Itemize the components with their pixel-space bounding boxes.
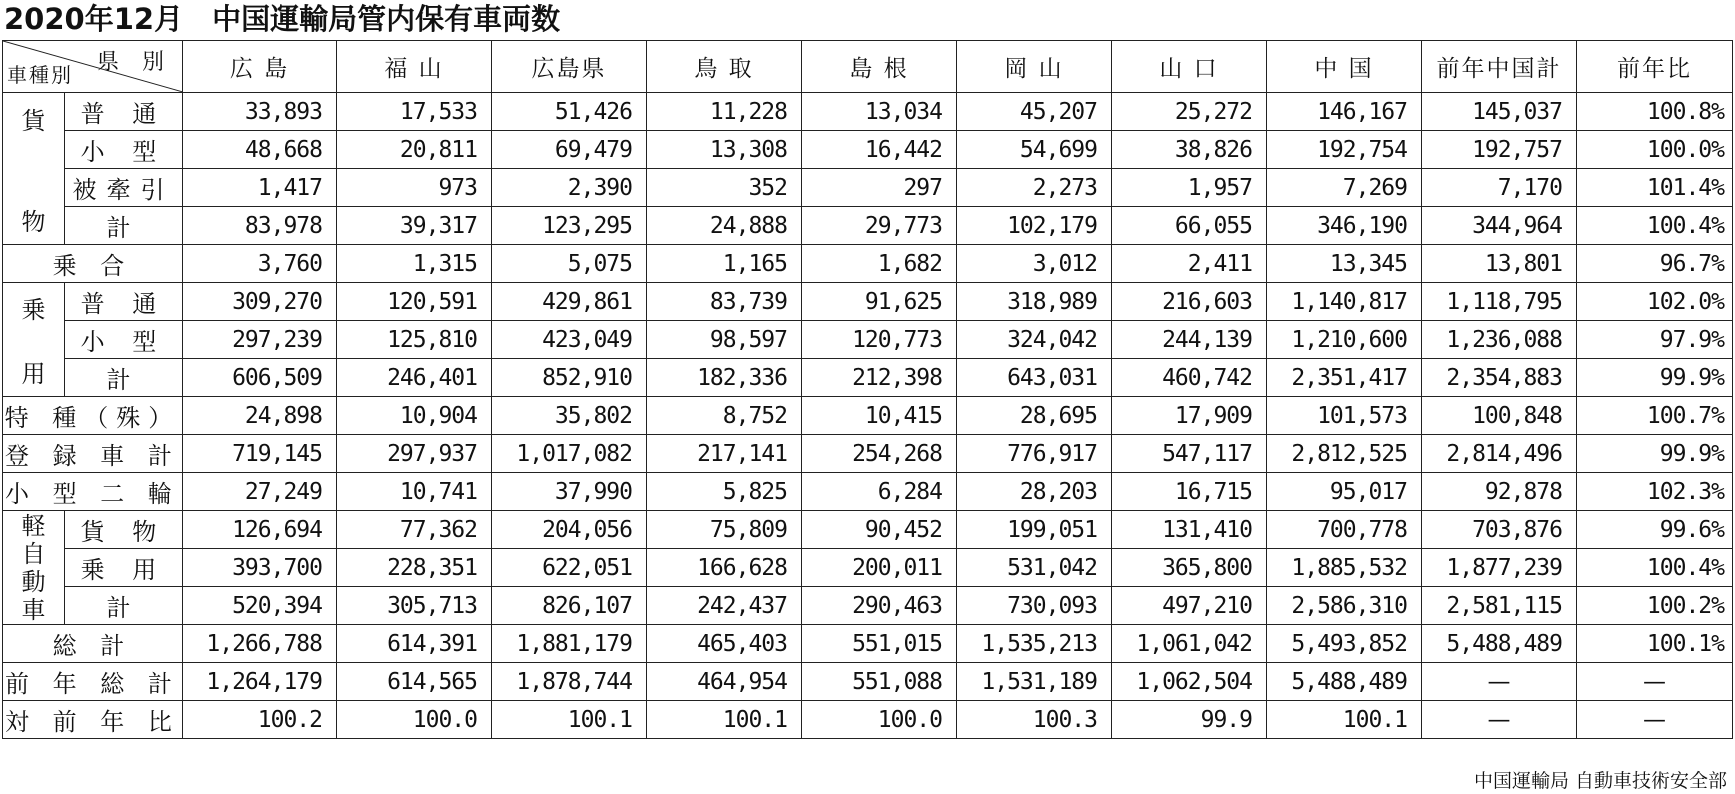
table-cell: 2,586,310: [1267, 587, 1422, 625]
table-cell: 393,700: [183, 549, 337, 587]
table-cell: 45,207: [957, 93, 1112, 131]
table-cell: 1,236,088: [1422, 321, 1577, 359]
table-cell: 8,752: [647, 397, 802, 435]
table-cell: 2,581,115: [1422, 587, 1577, 625]
table-cell: 324,042: [957, 321, 1112, 359]
table-cell: 622,051: [492, 549, 647, 587]
table-cell: 973: [337, 169, 492, 207]
table-cell: 100.0: [802, 701, 957, 739]
table-cell: 5,075: [492, 245, 647, 283]
table-cell: 730,093: [957, 587, 1112, 625]
table-cell: 5,488,489: [1422, 625, 1577, 663]
table-row: [3, 283, 1733, 321]
table-cell: 352: [647, 169, 802, 207]
table-cell: 1,017,082: [492, 435, 647, 473]
table-cell: 1,885,532: [1267, 549, 1422, 587]
table-cell: 1,877,239: [1422, 549, 1577, 587]
table-cell: 126,694: [183, 511, 337, 549]
table-cell: 66,055: [1112, 207, 1267, 245]
row-group-char: 物: [21, 207, 46, 236]
table-cell: 90,452: [802, 511, 957, 549]
table-cell: 20,811: [337, 131, 492, 169]
row-label: 乗 用: [65, 549, 183, 587]
table-cell: 192,757: [1422, 131, 1577, 169]
table-cell: 102.0%: [1577, 283, 1733, 321]
table-cell: 531,042: [957, 549, 1112, 587]
table-cell: 318,989: [957, 283, 1112, 321]
table-cell: 2,354,883: [1422, 359, 1577, 397]
row-label: 普 通: [65, 283, 183, 321]
table-cell: 100.7%: [1577, 397, 1733, 435]
table-cell: 10,741: [337, 473, 492, 511]
column-header: 広島県: [492, 41, 647, 93]
source-credit: 中国運輸局 自動車技術安全部: [1473, 770, 1727, 792]
column-header: 福 山: [337, 41, 492, 93]
table-cell: 254,268: [802, 435, 957, 473]
table-cell: 614,565: [337, 663, 492, 701]
column-header: 中 国: [1267, 41, 1422, 93]
row-label: 前 年 総 計: [3, 663, 183, 701]
table-cell: 99.9: [1112, 701, 1267, 739]
table-cell: 37,990: [492, 473, 647, 511]
column-header: 前年比: [1577, 41, 1733, 93]
table-cell: 1,266,788: [183, 625, 337, 663]
page-title: 2020年12月 中国運輸局管内保有車両数: [4, 2, 561, 36]
table-cell: 100.1: [647, 701, 802, 739]
table-cell: 606,509: [183, 359, 337, 397]
table-cell: 13,034: [802, 93, 957, 131]
row-label: 計: [65, 207, 183, 245]
row-label: 特 種（殊）: [3, 397, 183, 435]
table-cell: 1,957: [1112, 169, 1267, 207]
row-group-char: 車: [21, 595, 46, 624]
table-cell: 2,812,525: [1267, 435, 1422, 473]
table-cell: 776,917: [957, 435, 1112, 473]
table-row: [3, 397, 1733, 435]
table-cell: 99.6%: [1577, 511, 1733, 549]
table-cell: 1,531,189: [957, 663, 1112, 701]
table-cell: 28,203: [957, 473, 1112, 511]
table-cell: 24,888: [647, 207, 802, 245]
table-cell: 96.7%: [1577, 245, 1733, 283]
table-row: [3, 625, 1733, 663]
row-group-char: 軽: [21, 511, 46, 540]
table-row: [3, 473, 1733, 511]
table-cell: 1,315: [337, 245, 492, 283]
table-cell: 703,876: [1422, 511, 1577, 549]
table-cell: 54,699: [957, 131, 1112, 169]
table-cell: 3,760: [183, 245, 337, 283]
table-cell: 24,898: [183, 397, 337, 435]
row-label: 小 型: [65, 131, 183, 169]
table-cell: 643,031: [957, 359, 1112, 397]
table-row: [3, 245, 1733, 283]
table-cell: 297: [802, 169, 957, 207]
header-row: [3, 41, 1733, 93]
table-cell: 199,051: [957, 511, 1112, 549]
table-cell: 33,893: [183, 93, 337, 131]
table-cell: 1,165: [647, 245, 802, 283]
table-row: [3, 207, 1733, 245]
table-cell: 100,848: [1422, 397, 1577, 435]
table-cell: 92,878: [1422, 473, 1577, 511]
table-cell: 290,463: [802, 587, 957, 625]
table-cell: 100.8%: [1577, 93, 1733, 131]
row-label: 小 型: [65, 321, 183, 359]
table-cell: 10,415: [802, 397, 957, 435]
row-label: 被牽引: [65, 169, 183, 207]
table-cell: 99.9%: [1577, 359, 1733, 397]
table-cell: 852,910: [492, 359, 647, 397]
row-group-label: [3, 283, 65, 397]
table-row: [3, 321, 1733, 359]
table-cell: 216,603: [1112, 283, 1267, 321]
table-cell: 700,778: [1267, 511, 1422, 549]
table-row: [3, 549, 1733, 587]
table-cell: 100.1%: [1577, 625, 1733, 663]
table-row: [3, 93, 1733, 131]
table-cell: 99.9%: [1577, 435, 1733, 473]
table-cell: 145,037: [1422, 93, 1577, 131]
table-cell: 17,533: [337, 93, 492, 131]
table-cell: 346,190: [1267, 207, 1422, 245]
table-cell: 120,773: [802, 321, 957, 359]
table-cell: 826,107: [492, 587, 647, 625]
column-header: 前年中国計: [1422, 41, 1577, 93]
table-cell: 102.3%: [1577, 473, 1733, 511]
table-row: [3, 701, 1733, 739]
table-cell: 120,591: [337, 283, 492, 321]
table-cell: 547,117: [1112, 435, 1267, 473]
table-cell: 100.4%: [1577, 549, 1733, 587]
row-group-label: [3, 93, 65, 245]
table-cell: 7,170: [1422, 169, 1577, 207]
table-cell: 2,411: [1112, 245, 1267, 283]
table-cell: 98,597: [647, 321, 802, 359]
table-cell: 75,809: [647, 511, 802, 549]
table-row: [3, 169, 1733, 207]
table-cell: 69,479: [492, 131, 647, 169]
table-cell: 131,410: [1112, 511, 1267, 549]
table-cell: 192,754: [1267, 131, 1422, 169]
table-cell: 101.4%: [1577, 169, 1733, 207]
table-cell: 146,167: [1267, 93, 1422, 131]
table-row: [3, 131, 1733, 169]
table-row: [3, 511, 1733, 549]
table-cell: 2,390: [492, 169, 647, 207]
table-row: [3, 359, 1733, 397]
table-cell: 100.0%: [1577, 131, 1733, 169]
table-cell: —: [1577, 663, 1733, 701]
table-cell: 10,904: [337, 397, 492, 435]
table-cell: 614,391: [337, 625, 492, 663]
column-header: 広 島: [183, 41, 337, 93]
table-cell: 365,800: [1112, 549, 1267, 587]
table-cell: 2,814,496: [1422, 435, 1577, 473]
table-cell: —: [1422, 663, 1577, 701]
table-cell: 91,625: [802, 283, 957, 321]
table-cell: 83,978: [183, 207, 337, 245]
table-cell: 100.2: [183, 701, 337, 739]
row-group-char: 用: [21, 360, 46, 388]
table-cell: 27,249: [183, 473, 337, 511]
table-cell: 16,715: [1112, 473, 1267, 511]
table-cell: 1,140,817: [1267, 283, 1422, 321]
table-cell: 51,426: [492, 93, 647, 131]
table-cell: 100.1: [492, 701, 647, 739]
table-cell: 16,442: [802, 131, 957, 169]
row-label: 登 録 車 計: [3, 435, 183, 473]
table-cell: 13,801: [1422, 245, 1577, 283]
table-cell: 1,535,213: [957, 625, 1112, 663]
table-cell: 305,713: [337, 587, 492, 625]
table-cell: 551,088: [802, 663, 957, 701]
table-cell: 520,394: [183, 587, 337, 625]
table-cell: 6,284: [802, 473, 957, 511]
row-label: 計: [65, 587, 183, 625]
table-cell: 297,937: [337, 435, 492, 473]
table-cell: 11,228: [647, 93, 802, 131]
row-label: 貨 物: [65, 511, 183, 549]
table-cell: 464,954: [647, 663, 802, 701]
column-header: 鳥 取: [647, 41, 802, 93]
table-cell: 5,493,852: [1267, 625, 1422, 663]
table-cell: 1,417: [183, 169, 337, 207]
row-label: 対 前 年 比: [3, 701, 183, 739]
table-row: [3, 587, 1733, 625]
table-cell: 1,062,504: [1112, 663, 1267, 701]
table-cell: 297,239: [183, 321, 337, 359]
table-cell: 423,049: [492, 321, 647, 359]
table-cell: 29,773: [802, 207, 957, 245]
table-cell: 217,141: [647, 435, 802, 473]
table-cell: 102,179: [957, 207, 1112, 245]
row-group-char: 乗: [21, 296, 46, 324]
table-cell: 429,861: [492, 283, 647, 321]
column-header: 山 口: [1112, 41, 1267, 93]
vehicle-count-table: [2, 40, 1733, 739]
column-header: 島 根: [802, 41, 957, 93]
table-row: [3, 663, 1733, 701]
corner-prefecture-label: 県 別: [97, 50, 172, 75]
table-cell: 123,295: [492, 207, 647, 245]
table-cell: 1,061,042: [1112, 625, 1267, 663]
row-group-label: [3, 511, 65, 625]
table-cell: 1,210,600: [1267, 321, 1422, 359]
table-cell: 309,270: [183, 283, 337, 321]
table-cell: 97.9%: [1577, 321, 1733, 359]
corner-vehicle-type-label: 車種別: [7, 63, 73, 87]
row-label: 計: [65, 359, 183, 397]
table-cell: 7,269: [1267, 169, 1422, 207]
table-cell: 2,351,417: [1267, 359, 1422, 397]
table-cell: 719,145: [183, 435, 337, 473]
table-cell: 246,401: [337, 359, 492, 397]
table-cell: 166,628: [647, 549, 802, 587]
row-label: 総 計: [3, 625, 183, 663]
table-cell: 13,345: [1267, 245, 1422, 283]
table-cell: 35,802: [492, 397, 647, 435]
table-cell: 13,308: [647, 131, 802, 169]
table-cell: 465,403: [647, 625, 802, 663]
table-cell: 2,273: [957, 169, 1112, 207]
table-cell: 100.3: [957, 701, 1112, 739]
table-cell: 5,825: [647, 473, 802, 511]
table-cell: 100.0: [337, 701, 492, 739]
table-cell: 100.1: [1267, 701, 1422, 739]
row-label: 乗 合: [3, 245, 183, 283]
table-cell: 1,881,179: [492, 625, 647, 663]
table-cell: 1,878,744: [492, 663, 647, 701]
table-cell: 200,011: [802, 549, 957, 587]
corner-header: [3, 41, 183, 93]
table-cell: 5,488,489: [1267, 663, 1422, 701]
table-cell: 77,362: [337, 511, 492, 549]
table-cell: 212,398: [802, 359, 957, 397]
row-group-char: 貨: [21, 106, 46, 135]
table-cell: 100.2%: [1577, 587, 1733, 625]
table-cell: 101,573: [1267, 397, 1422, 435]
table-cell: 1,682: [802, 245, 957, 283]
table-cell: 48,668: [183, 131, 337, 169]
table-cell: 38,826: [1112, 131, 1267, 169]
table-cell: 125,810: [337, 321, 492, 359]
table-cell: —: [1422, 701, 1577, 739]
table-cell: 28,695: [957, 397, 1112, 435]
table-cell: —: [1577, 701, 1733, 739]
column-header: 岡 山: [957, 41, 1112, 93]
table-row: [3, 435, 1733, 473]
table-cell: 497,210: [1112, 587, 1267, 625]
table-cell: 228,351: [337, 549, 492, 587]
table-cell: 1,118,795: [1422, 283, 1577, 321]
table-cell: 95,017: [1267, 473, 1422, 511]
table-cell: 344,964: [1422, 207, 1577, 245]
table-cell: 1,264,179: [183, 663, 337, 701]
table-cell: 242,437: [647, 587, 802, 625]
table-cell: 3,012: [957, 245, 1112, 283]
table-cell: 551,015: [802, 625, 957, 663]
row-group-char: 自: [21, 539, 46, 568]
table-cell: 39,317: [337, 207, 492, 245]
table-cell: 182,336: [647, 359, 802, 397]
row-group-char: 動: [21, 567, 46, 596]
row-label: 普 通: [65, 93, 183, 131]
table-cell: 17,909: [1112, 397, 1267, 435]
table-cell: 100.4%: [1577, 207, 1733, 245]
table-cell: 204,056: [492, 511, 647, 549]
row-label: 小 型 二 輪: [3, 473, 183, 511]
table-cell: 244,139: [1112, 321, 1267, 359]
table-cell: 460,742: [1112, 359, 1267, 397]
table-cell: 83,739: [647, 283, 802, 321]
table-cell: 25,272: [1112, 93, 1267, 131]
